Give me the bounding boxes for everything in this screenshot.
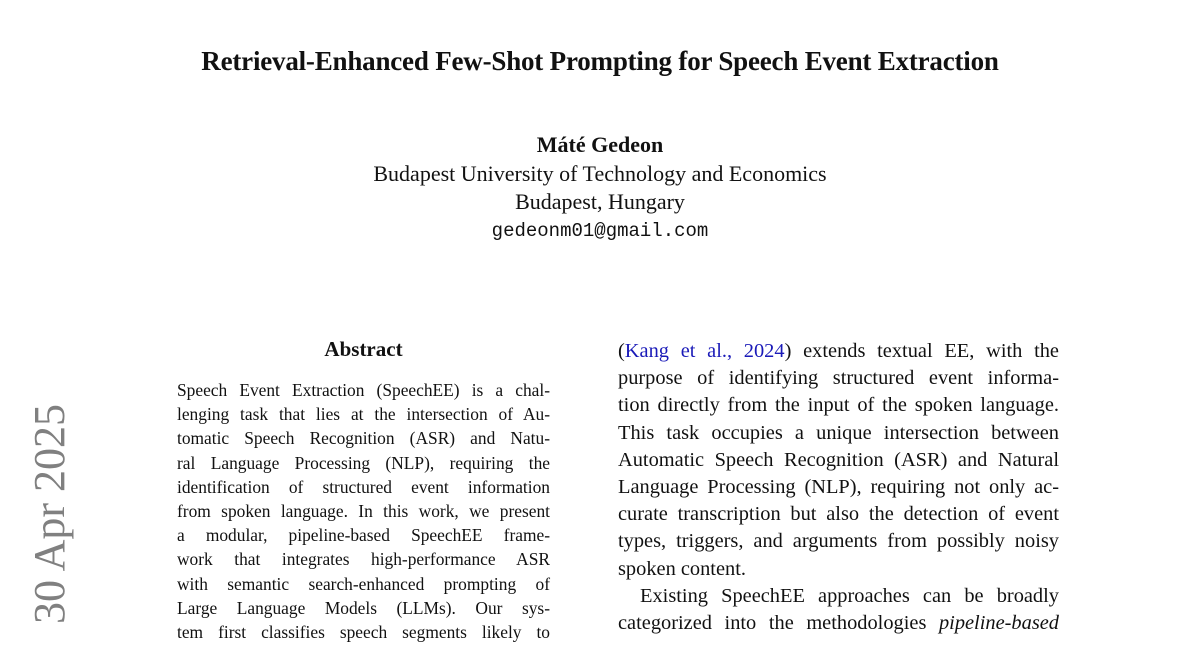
- author-email: gedeonm01@gmail.com: [491, 219, 709, 242]
- abstract-heading: Abstract: [324, 337, 403, 361]
- abstract-line: ral Language Processing (NLP), requiring the: [177, 452, 550, 473]
- intro-line: Automatic Speech Recognition (ASR) and Natural: [618, 448, 1059, 471]
- author-affiliation: Budapest University of Technology and Economics: [373, 160, 827, 186]
- intro-line: Language Processing (NLP), requiring not only ac-: [618, 476, 1059, 499]
- intro-line: This task occupies a unique intersection between: [618, 421, 1059, 444]
- intro-line: tion directly from the input of the spoken language.: [618, 394, 1059, 417]
- abstract-line: Speech Event Extraction (SpeechEE) is a chal-: [177, 380, 550, 400]
- abstract-line: work that integrates high-performance ASR: [177, 549, 550, 570]
- author-block: [0, 131, 1200, 245]
- intro-line: curate transcription but also the detection of event: [618, 503, 1059, 526]
- abstract-line: lenging task that lies at the intersection of Au-: [177, 404, 550, 425]
- abstract-line: with semantic search-enhanced prompting of: [177, 573, 550, 594]
- intro-line: categorized into the methodologies pipeline-based: [618, 612, 1059, 635]
- abstract-line: tomatic Speech Recognition (ASR) and Natu-: [177, 428, 550, 449]
- author-name: Máté Gedeon: [536, 132, 664, 157]
- arxiv-date-stamp: 30 Apr 2025: [25, 404, 74, 624]
- intro-line: types, triggers, and arguments from possibly noisy: [618, 530, 1059, 553]
- paper-title: Retrieval-Enhanced Few-Shot Prompting for Speech Event Extraction: [201, 46, 999, 76]
- abstract-line: a modular, pipeline-based SpeechEE frame-: [177, 525, 550, 546]
- italic-term: pipeline-based: [938, 612, 1059, 635]
- abstract-body: [177, 378, 550, 644]
- intro-line: (Kang et al., 2024) extends textual EE, with the: [618, 340, 1059, 362]
- author-location: Budapest, Hungary: [515, 189, 685, 214]
- citation-link[interactable]: Kang et al., 2024: [624, 340, 785, 362]
- intro-line: spoken content.: [618, 557, 746, 580]
- abstract-line: from spoken language. In this work, we present: [177, 501, 550, 522]
- intro-line: Existing SpeechEE approaches can be broadly: [640, 584, 1059, 607]
- abstract-line: Large Language Models (LLMs). Our sys-: [177, 597, 550, 618]
- intro-line: purpose of identifying structured event informa-: [618, 367, 1059, 390]
- abstract-line: tem first classifies speech segments likely to: [177, 622, 550, 643]
- introduction-column: [618, 338, 1059, 637]
- abstract-line: identification of structured event information: [177, 476, 550, 497]
